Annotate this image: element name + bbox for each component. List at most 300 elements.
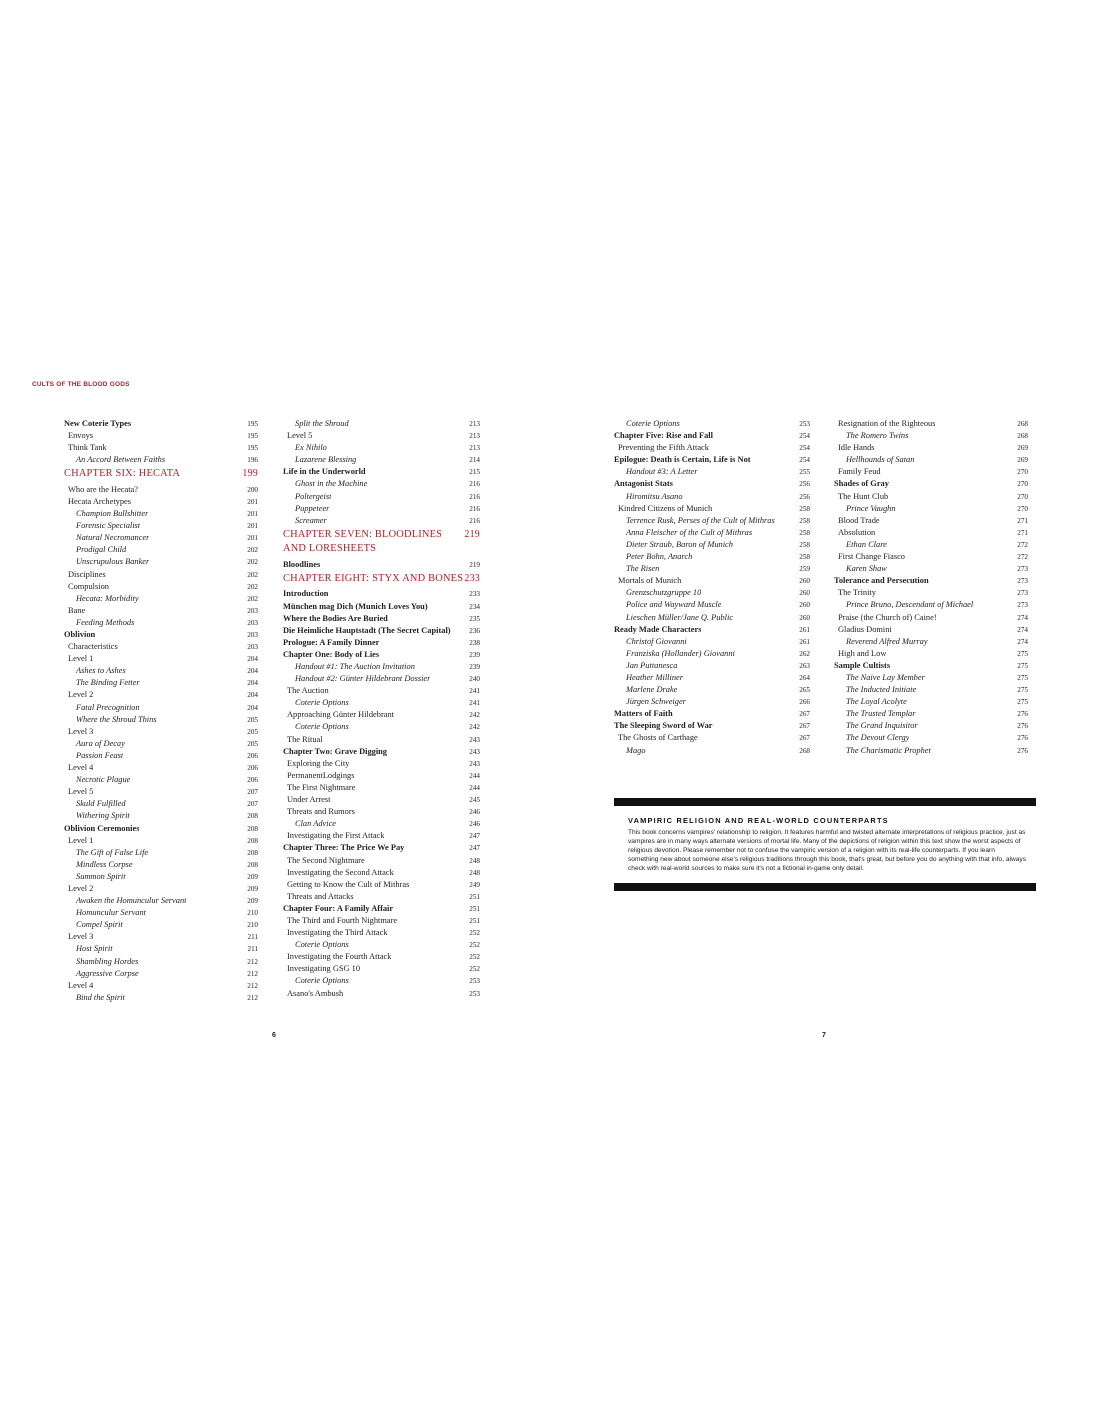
toc-chapter-heading: [64, 467, 258, 482]
toc-entry-title: The Gift of False Life: [76, 847, 149, 857]
toc-entry-title: The Grand Inquisitor: [846, 721, 918, 731]
toc-entry-title: Level 1: [68, 654, 94, 664]
toc-entry: [64, 823, 258, 835]
toc-entry: [64, 689, 258, 701]
sidebar-box: [614, 798, 1036, 891]
sidebar-bottom-bar: [614, 883, 1036, 891]
toc-entry-page: 258: [799, 540, 810, 549]
toc-entry-title: Natural Necromancer: [76, 533, 150, 543]
toc-entry-title: Compulsion: [68, 581, 109, 591]
toc-entry: [834, 503, 1028, 515]
toc-entry: [614, 684, 810, 696]
toc-entry-page: 252: [469, 941, 480, 950]
toc-entry-title: Level 4: [68, 763, 94, 773]
toc-entry-page: 219: [464, 528, 480, 540]
toc-entry: [614, 636, 810, 648]
toc-entry: [283, 903, 480, 915]
toc-entry: [64, 919, 258, 931]
toc-chapter-heading: [283, 572, 480, 587]
toc-entry: [283, 879, 480, 891]
toc-entry-title: Coterie Options: [626, 419, 680, 428]
toc-entry-title: The Ghosts of Carthage: [618, 733, 698, 743]
toc-entry-title: Mago: [626, 745, 646, 755]
toc-entry-title: Hiromitsu Asano: [626, 491, 683, 501]
toc-entry: [614, 696, 810, 708]
toc-entry-page: 244: [469, 783, 480, 792]
toc-entry-title: Jan Puttanesca: [626, 660, 678, 670]
toc-entry-page: 246: [469, 820, 480, 829]
toc-entry-page: 212: [247, 969, 258, 978]
toc-entry-page: 245: [469, 796, 480, 805]
toc-entry-title: Bind the Spirit: [76, 992, 125, 1002]
toc-entry: [283, 673, 480, 685]
toc-entry-page: 251: [469, 916, 480, 925]
toc-entry-page: 263: [799, 661, 810, 670]
toc-entry: [834, 587, 1028, 599]
toc-entry-page: 219: [469, 560, 480, 569]
toc-entry-page: 240: [469, 675, 480, 684]
toc-entry: [614, 466, 810, 478]
toc-entry: [64, 532, 258, 544]
toc-entry-page: 201: [247, 522, 258, 531]
toc-entry-title: Exploring the City: [287, 758, 350, 768]
toc-entry-page: 258: [799, 504, 810, 513]
toc-entry-page: 204: [247, 691, 258, 700]
toc-entry: [834, 708, 1028, 720]
toc-entry-title: An Accord Between Faiths: [76, 455, 166, 465]
toc-entry: [614, 575, 810, 587]
toc-entry-title: Necrotic Plague: [76, 775, 131, 785]
toc-entry-page: 202: [247, 558, 258, 567]
toc-entry-page: 207: [247, 788, 258, 797]
toc-entry: [64, 418, 258, 430]
toc-entry-page: 205: [247, 715, 258, 724]
toc-entry: [64, 556, 258, 568]
toc-column-3: [614, 418, 810, 757]
toc-entry: [834, 478, 1028, 490]
toc-entry-page: 248: [469, 868, 480, 877]
toc-entry: [834, 648, 1028, 660]
toc-entry: [64, 931, 258, 943]
toc-entry: [834, 466, 1028, 478]
toc-entry: [834, 745, 1028, 757]
toc-entry-page: 271: [1017, 516, 1028, 525]
toc-entry-title: Handout #2: Günter Hildebrant Dossier: [295, 674, 431, 684]
toc-entry: [614, 732, 810, 744]
toc-entry-title: Approaching Günter Hildebrant: [287, 710, 394, 720]
toc-entry-title: Handout #1: The Auction Invitation: [295, 662, 415, 671]
toc-entry-page: 262: [799, 649, 810, 658]
toc-entry-page: 208: [247, 824, 258, 833]
toc-entry-page: 236: [469, 626, 480, 635]
toc-entry-page: 200: [247, 485, 258, 494]
toc-entry-title: The Ritual: [287, 734, 323, 744]
toc-column-4: [834, 418, 1028, 757]
toc-entry-title: Hecata Archetypes: [68, 496, 132, 506]
toc-entry-title: Host Spirit: [76, 944, 113, 954]
toc-entry-page: 252: [469, 953, 480, 962]
toc-entry-page: 211: [247, 945, 258, 954]
toc-entry-page: 214: [469, 456, 480, 465]
toc-entry-title: Chapter Three: The Price We Pay: [283, 843, 405, 853]
toc-entry-page: 253: [799, 420, 810, 428]
toc-entry-page: 268: [1017, 420, 1028, 428]
toc-entry-page: 275: [1017, 698, 1028, 707]
toc-entry-title: The Trinity: [838, 588, 876, 598]
toc-entry-page: 242: [469, 711, 480, 720]
toc-entry-page: 202: [247, 546, 258, 555]
toc-entry-title: Screamer: [295, 515, 327, 525]
toc-entry: [614, 587, 810, 599]
toc-entry: [64, 508, 258, 520]
toc-entry-title: The First Nightmare: [287, 782, 356, 792]
toc-entry: [64, 641, 258, 653]
toc-entry: [283, 661, 480, 673]
toc-entry-title: Shambling Hordes: [76, 956, 139, 966]
toc-entry-page: 260: [799, 601, 810, 610]
toc-entry-page: 216: [469, 504, 480, 513]
toc-entry-title: Prince Bruno, Descendant of Michael: [846, 600, 974, 610]
toc-entry-page: 195: [247, 420, 258, 428]
toc-entry-page: 212: [247, 957, 258, 966]
toc-entry: [834, 551, 1028, 563]
toc-entry-title: The Hunt Club: [838, 491, 889, 501]
toc-entry-page: 258: [799, 528, 810, 537]
toc-entry-page: 266: [799, 698, 810, 707]
toc-entry-page: 213: [469, 420, 480, 428]
toc-entry-page: 238: [469, 638, 480, 647]
toc-entry: [283, 939, 480, 951]
toc-entry: [283, 637, 480, 649]
toc-entry-title: Coterie Options: [295, 722, 349, 732]
toc-entry-page: 271: [1017, 528, 1028, 537]
toc-entry-page: 249: [469, 880, 480, 889]
toc-entry-title: Characteristics: [68, 642, 118, 652]
toc-entry: [283, 770, 480, 782]
toc-entry-title: Investigating the First Attack: [287, 831, 385, 841]
toc-entry-title: Awaken the Homunculur Servant: [76, 896, 187, 906]
toc-entry-page: 209: [247, 884, 258, 893]
toc-entry-title: Aggressive Corpse: [76, 968, 139, 978]
toc-entry-title: Lazarene Blessing: [295, 455, 357, 465]
sidebar-body: This book concerns vampires' relationship to religion. It features harmful and twisted alternate interpretations of religious practice, just as vampires are in many ways alternate versions of mortal life. Many of the depictions of religion within this text show the worst aspects of religious devotion. Please remember not to confuse the vampiric version of a religion with its real-life counterparts. If you learn something new about someone else's religious traditions through this book, that's great, but before you do anything with that info, always check with real-world sources to make sure it's not a fictional in-game only detail.: [628, 829, 1027, 872]
toc-entry: [64, 738, 258, 750]
toc-entry: [64, 430, 258, 442]
toc-entry-title: Heather Milliner: [626, 672, 683, 682]
toc-entry-title: Absolution: [838, 527, 876, 537]
toc-entry: [614, 708, 810, 720]
toc-entry: [614, 672, 810, 684]
toc-entry-page: 273: [1017, 601, 1028, 610]
toc-entry-title: Dieter Straub, Baron of Munich: [626, 539, 733, 549]
toc-entry-page: 251: [469, 904, 480, 913]
toc-entry-page: 209: [247, 872, 258, 881]
toc-entry-title: Hellhounds of Satan: [846, 455, 915, 465]
toc-entry-title: The Romero Twins: [846, 431, 909, 441]
toc-entry-page: 206: [247, 776, 258, 785]
toc-entry-title: Feeding Methods: [76, 617, 135, 627]
toc-chapter-heading: [283, 528, 480, 557]
toc-entry-page: 269: [1017, 444, 1028, 453]
toc-entry-page: 247: [469, 844, 480, 853]
toc-entry: [283, 951, 480, 963]
toc-entry-title: Bane: [68, 605, 86, 615]
toc-entry-page: 275: [1017, 686, 1028, 695]
toc-entry-title: Ex Nihilo: [295, 443, 327, 453]
toc-entry-title: Disciplines: [68, 569, 106, 579]
toc-entry-page: 206: [247, 764, 258, 773]
toc-entry-page: 256: [799, 492, 810, 501]
toc-entry-title: The Trusted Templar: [846, 709, 916, 719]
toc-entry-title: Investigating GSG 10: [287, 964, 361, 974]
toc-entry-title: Prince Vaughn: [846, 503, 896, 513]
toc-entry: [614, 720, 810, 732]
toc-entry: [614, 491, 810, 503]
toc-entry-page: 203: [247, 606, 258, 615]
toc-entry-title: Peter Bohn, Anarch: [626, 552, 693, 562]
toc-entry: [614, 515, 810, 527]
toc-entry: [64, 702, 258, 714]
toc-entry-title: First Change Fiasco: [838, 552, 905, 562]
toc-entry: [614, 430, 810, 442]
toc-entry-page: 204: [247, 679, 258, 688]
toc-entry-page: 274: [1017, 637, 1028, 646]
toc-entry: [64, 581, 258, 593]
toc-entry-page: 239: [469, 650, 480, 659]
toc-entry: [283, 625, 480, 637]
toc-entry: [64, 992, 258, 1004]
toc-entry-page: 275: [1017, 649, 1028, 658]
toc-entry-title: Kindred Citizens of Munich: [618, 503, 713, 513]
toc-entry-title: Level 2: [68, 690, 94, 700]
toc-entry-title: Puppeteer: [295, 503, 330, 513]
toc-entry-title: Level 5: [68, 787, 94, 797]
toc-entry-title: Ready Made Characters: [614, 624, 702, 634]
toc-entry-page: 205: [247, 727, 258, 736]
toc-entry: [283, 891, 480, 903]
toc-entry: [64, 907, 258, 919]
toc-entry-title: New Coterie Types: [64, 419, 132, 428]
toc-entry-title: The Devout Clergy: [846, 733, 910, 743]
toc-entry: [834, 684, 1028, 696]
toc-entry: [64, 544, 258, 556]
toc-entry-page: 204: [247, 667, 258, 676]
toc-entry-title: Chapter Five: Rise and Fall: [614, 431, 713, 441]
toc-entry-page: 258: [799, 516, 810, 525]
toc-entry-title: Sample Cultists: [834, 660, 891, 670]
toc-entry-title: PermanentLodgings: [287, 770, 355, 780]
toc-entry-page: 235: [469, 614, 480, 623]
toc-entry: [64, 798, 258, 810]
toc-entry: [283, 988, 480, 1000]
toc-entry-title: Threats and Rumors: [287, 807, 355, 817]
toc-entry: [64, 520, 258, 532]
toc-entry-page: 199: [242, 468, 258, 480]
toc-entry-title: Oblivion Ceremonies: [64, 823, 140, 833]
toc-entry-page: 208: [247, 860, 258, 869]
toc-entry: [64, 665, 258, 677]
toc-entry: [64, 617, 258, 629]
toc-entry: [64, 980, 258, 992]
toc-entry-page: 243: [469, 735, 480, 744]
toc-entry: [64, 442, 258, 454]
toc-entry-title: Threats and Attacks: [287, 891, 354, 901]
toc-entry-title: Chapter Two: Grave Digging: [283, 746, 387, 756]
toc-entry-page: 261: [799, 637, 810, 646]
toc-entry-title: Gladius Domini: [838, 624, 892, 634]
page-number-right: 7: [822, 1032, 826, 1039]
toc-entry-page: 201: [247, 510, 258, 519]
toc-entry: [614, 599, 810, 611]
toc-entry-page: 208: [247, 812, 258, 821]
toc-entry: [283, 830, 480, 842]
toc-entry-page: 269: [1017, 456, 1028, 465]
toc-entry: [64, 605, 258, 617]
toc-entry-title: Champion Bullshitter: [76, 509, 149, 519]
toc-entry-title: High and Low: [838, 648, 887, 658]
toc-entry: [283, 559, 480, 571]
toc-entry: [834, 636, 1028, 648]
toc-entry-page: 202: [247, 594, 258, 603]
toc-entry-page: 254: [799, 456, 810, 465]
toc-entry-page: 270: [1017, 480, 1028, 489]
toc-entry-page: 261: [799, 625, 810, 634]
toc-entry-title: Life in the Underworld: [283, 467, 366, 477]
toc-entry: [64, 968, 258, 980]
toc-entry-page: 207: [247, 800, 258, 809]
toc-entry-page: 241: [469, 699, 480, 708]
toc-entry-title: The Auction: [287, 686, 329, 696]
toc-entry: [64, 762, 258, 774]
toc-entry-title: Lieschen Müller/Jane Q. Public: [626, 612, 733, 622]
toc-entry-title: Bloodlines: [283, 559, 321, 569]
toc-entry: [834, 696, 1028, 708]
toc-entry-page: 275: [1017, 661, 1028, 670]
toc-entry-page: 248: [469, 856, 480, 865]
toc-entry: [614, 454, 810, 466]
toc-entry-page: 216: [469, 492, 480, 501]
toc-entry-title: Mindless Corpse: [76, 859, 133, 869]
toc-entry: [64, 496, 258, 508]
toc-entry-page: 276: [1017, 722, 1028, 731]
toc-entry-page: 272: [1017, 553, 1028, 562]
toc-entry-title: Coterie Options: [295, 976, 349, 986]
toc-entry-title: The Third and Fourth Nightmare: [287, 915, 398, 925]
toc-entry-page: 251: [469, 892, 480, 901]
toc-entry: [64, 871, 258, 883]
toc-entry-title: Forensic Specialist: [76, 521, 141, 531]
toc-entry-title: Homunculur Servant: [76, 908, 147, 918]
toc-entry: [283, 613, 480, 625]
toc-entry: [834, 599, 1028, 611]
toc-entry-page: 209: [247, 897, 258, 906]
toc-entry: [283, 975, 480, 987]
toc-entry-title: Blood Trade: [838, 515, 880, 525]
toc-entry: [283, 855, 480, 867]
toc-entry: [614, 563, 810, 575]
toc-entry-page: 253: [469, 977, 480, 986]
toc-entry-page: 268: [1017, 432, 1028, 441]
toc-entry-page: 268: [799, 746, 810, 755]
toc-entry-page: 233: [464, 572, 480, 584]
toc-entry-page: 270: [1017, 492, 1028, 501]
toc-entry-title: CHAPTER SIX: HECATA: [64, 468, 181, 480]
toc-entry: [64, 956, 258, 968]
toc-entry-title: Christof Giovanni: [626, 636, 687, 646]
toc-entry-title: Matters of Faith: [614, 709, 673, 719]
toc-entry-page: 215: [469, 468, 480, 477]
toc-entry-page: 255: [799, 468, 810, 477]
toc-entry: [614, 660, 810, 672]
toc-entry: [614, 745, 810, 757]
toc-entry: [283, 842, 480, 854]
toc-entry: [283, 430, 480, 442]
toc-entry: [64, 883, 258, 895]
toc-entry-title: Handout #3: A Letter: [626, 467, 698, 477]
toc-entry-title: Summon Spirit: [76, 871, 126, 881]
toc-entry-page: 270: [1017, 468, 1028, 477]
toc-entry-page: 260: [799, 589, 810, 598]
toc-entry: [283, 442, 480, 454]
toc-entry: [64, 569, 258, 581]
toc-entry: [834, 672, 1028, 684]
toc-entry: [834, 624, 1028, 636]
toc-entry-page: 206: [247, 751, 258, 760]
toc-entry: [614, 527, 810, 539]
toc-entry-page: 216: [469, 516, 480, 525]
toc-entry-page: 276: [1017, 746, 1028, 755]
toc-entry: [64, 653, 258, 665]
toc-entry: [283, 515, 480, 527]
toc-entry-title: Who are the Hecata?: [68, 484, 138, 494]
toc-entry-page: 270: [1017, 504, 1028, 513]
toc-entry-page: 201: [247, 534, 258, 543]
toc-entry-page: 204: [247, 703, 258, 712]
toc-entry-page: 253: [469, 989, 480, 998]
toc-entry: [834, 575, 1028, 587]
toc-entry: [614, 624, 810, 636]
toc-entry: [64, 810, 258, 822]
toc-entry-title: Level 3: [68, 932, 94, 942]
toc-entry-page: 212: [247, 993, 258, 1002]
toc-entry-title: Getting to Know the Cult of Mithras: [287, 879, 410, 889]
toc-entry: [283, 782, 480, 794]
toc-entry-title: Die Heimliche Hauptstadt (The Secret Capital): [283, 625, 451, 635]
toc-entry-title: Investigating the Fourth Attack: [287, 952, 392, 962]
toc-entry-title: Skuld Fulfilled: [76, 799, 126, 809]
toc-entry: [64, 774, 258, 786]
toc-entry-page: 273: [1017, 577, 1028, 586]
toc-entry-title: Withering Spirit: [76, 811, 130, 821]
toc-entry-title: Jürgen Schweiger: [626, 697, 686, 707]
toc-entry: [614, 539, 810, 551]
toc-entry-title: Family Feud: [838, 467, 881, 477]
toc-entry-title: Prologue: A Family Dinner: [283, 637, 380, 647]
toc-entry-title: Clan Advice: [295, 819, 337, 829]
toc-entry-title: Police and Wayward Muscle: [626, 600, 722, 610]
toc-entry-title: Ghost in the Machine: [295, 479, 368, 489]
toc-entry-page: 247: [469, 832, 480, 841]
toc-entry-title: Level 1: [68, 835, 94, 845]
toc-entry-page: 273: [1017, 565, 1028, 574]
page-number-left: 6: [272, 1032, 276, 1039]
toc-entry: [283, 601, 480, 613]
toc-entry-page: 267: [799, 734, 810, 743]
toc-entry-page: 202: [247, 582, 258, 591]
toc-entry-page: 210: [247, 921, 258, 930]
toc-entry-page: 265: [799, 686, 810, 695]
toc-entry: [64, 677, 258, 689]
